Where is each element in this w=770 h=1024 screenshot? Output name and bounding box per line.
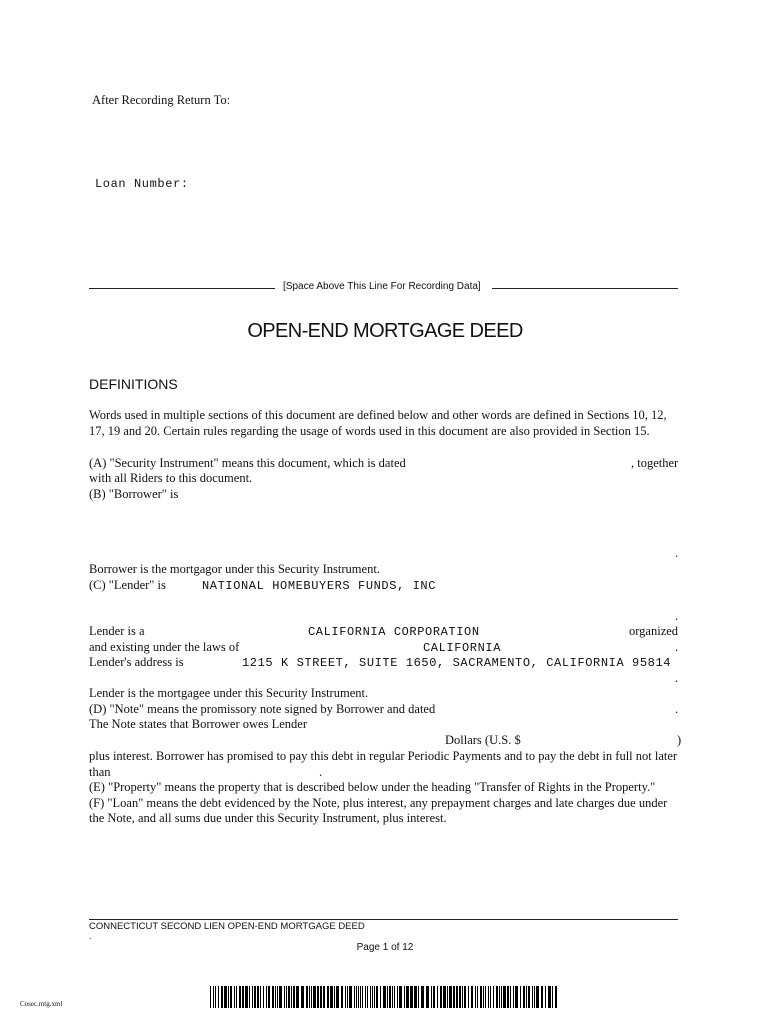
document-title: OPEN-END MORTGAGE DEED xyxy=(247,320,523,342)
definition-f-line2: the Note, and all sums due under this Security Instrument, plus interest. xyxy=(89,811,447,825)
return-to-label: After Recording Return To: xyxy=(92,93,231,107)
definitions-heading: DEFINITIONS xyxy=(89,376,178,392)
period-mark: . xyxy=(675,546,679,560)
lender-is-a-label: Lender is a xyxy=(89,624,145,638)
form-title: CONNECTICUT SECOND LIEN OPEN-END MORTGAGE DEED xyxy=(89,921,365,932)
period-mark: . xyxy=(675,640,679,654)
existing-laws-label: and existing under the laws of xyxy=(89,640,240,654)
lender-address-value: 1215 K STREET, SUITE 1650, SACRAMENTO, CALIFORNIA 95814 xyxy=(242,656,672,670)
lender-address-label: Lender's address is xyxy=(89,655,184,669)
definition-a-tail: , together xyxy=(631,456,679,470)
definition-e: (E) "Property" means the property that is described below under the heading "Transfer of Rights in the Property." xyxy=(89,780,656,794)
footer-rule xyxy=(89,919,678,920)
footer-dot: . xyxy=(89,931,92,941)
definition-a: (A) "Security Instrument" means this document, which is dated xyxy=(89,456,406,470)
organized-text: organized xyxy=(629,624,679,638)
borrower-mortgagor-text: Borrower is the mortgagor under this Security Instrument. xyxy=(89,562,380,576)
lender-name-value: NATIONAL HOMEBUYERS FUNDS, INC xyxy=(202,579,437,593)
definitions-intro: Words used in multiple sections of this document are defined below and other words are defined in Sections 10, 12, 17, 19 and 20. Certain rules regarding the usage of words used in this document are also provided in Section 15. xyxy=(89,408,667,438)
than-label: than xyxy=(89,765,111,779)
lender-state-value: CALIFORNIA xyxy=(423,641,502,655)
page-number: Page 1 of 12 xyxy=(356,942,414,953)
close-paren: ) xyxy=(677,733,682,747)
file-code: Cosec.mtg.xml xyxy=(20,1000,63,1008)
period-mark: . xyxy=(675,702,679,716)
definition-c: (C) "Lender" is xyxy=(89,578,166,592)
period-mark: . xyxy=(319,765,323,779)
period-mark: . xyxy=(675,609,679,623)
definition-a-line2: with all Riders to this document. xyxy=(89,471,253,485)
recording-rule-left xyxy=(89,288,275,289)
recording-rule-right xyxy=(492,288,678,289)
barcode-image xyxy=(210,986,560,1008)
dollars-label: Dollars (U.S. $ xyxy=(445,733,521,747)
recording-data-label: [Space Above This Line For Recording Data] xyxy=(283,281,481,292)
lender-mortgagee-text: Lender is the mortgagee under this Security Instrument. xyxy=(89,686,369,700)
definition-b: (B) "Borrower" is xyxy=(89,487,179,501)
definition-f: (F) "Loan" means the debt evidenced by the Note, plus interest, any prepayment charges and late charges due under xyxy=(89,796,668,810)
note-states-text: The Note states that Borrower owes Lender xyxy=(89,717,307,731)
period-mark: . xyxy=(675,671,679,685)
lender-type-value: CALIFORNIA CORPORATION xyxy=(308,625,480,639)
plus-interest-text: plus interest. Borrower has promised to pay this debt in regular Periodic Payments and to pay the debt in full not later xyxy=(89,749,678,763)
loan-number-label: Loan Number: xyxy=(95,177,189,191)
definition-d: (D) "Note" means the promissory note signed by Borrower and dated xyxy=(89,702,436,716)
